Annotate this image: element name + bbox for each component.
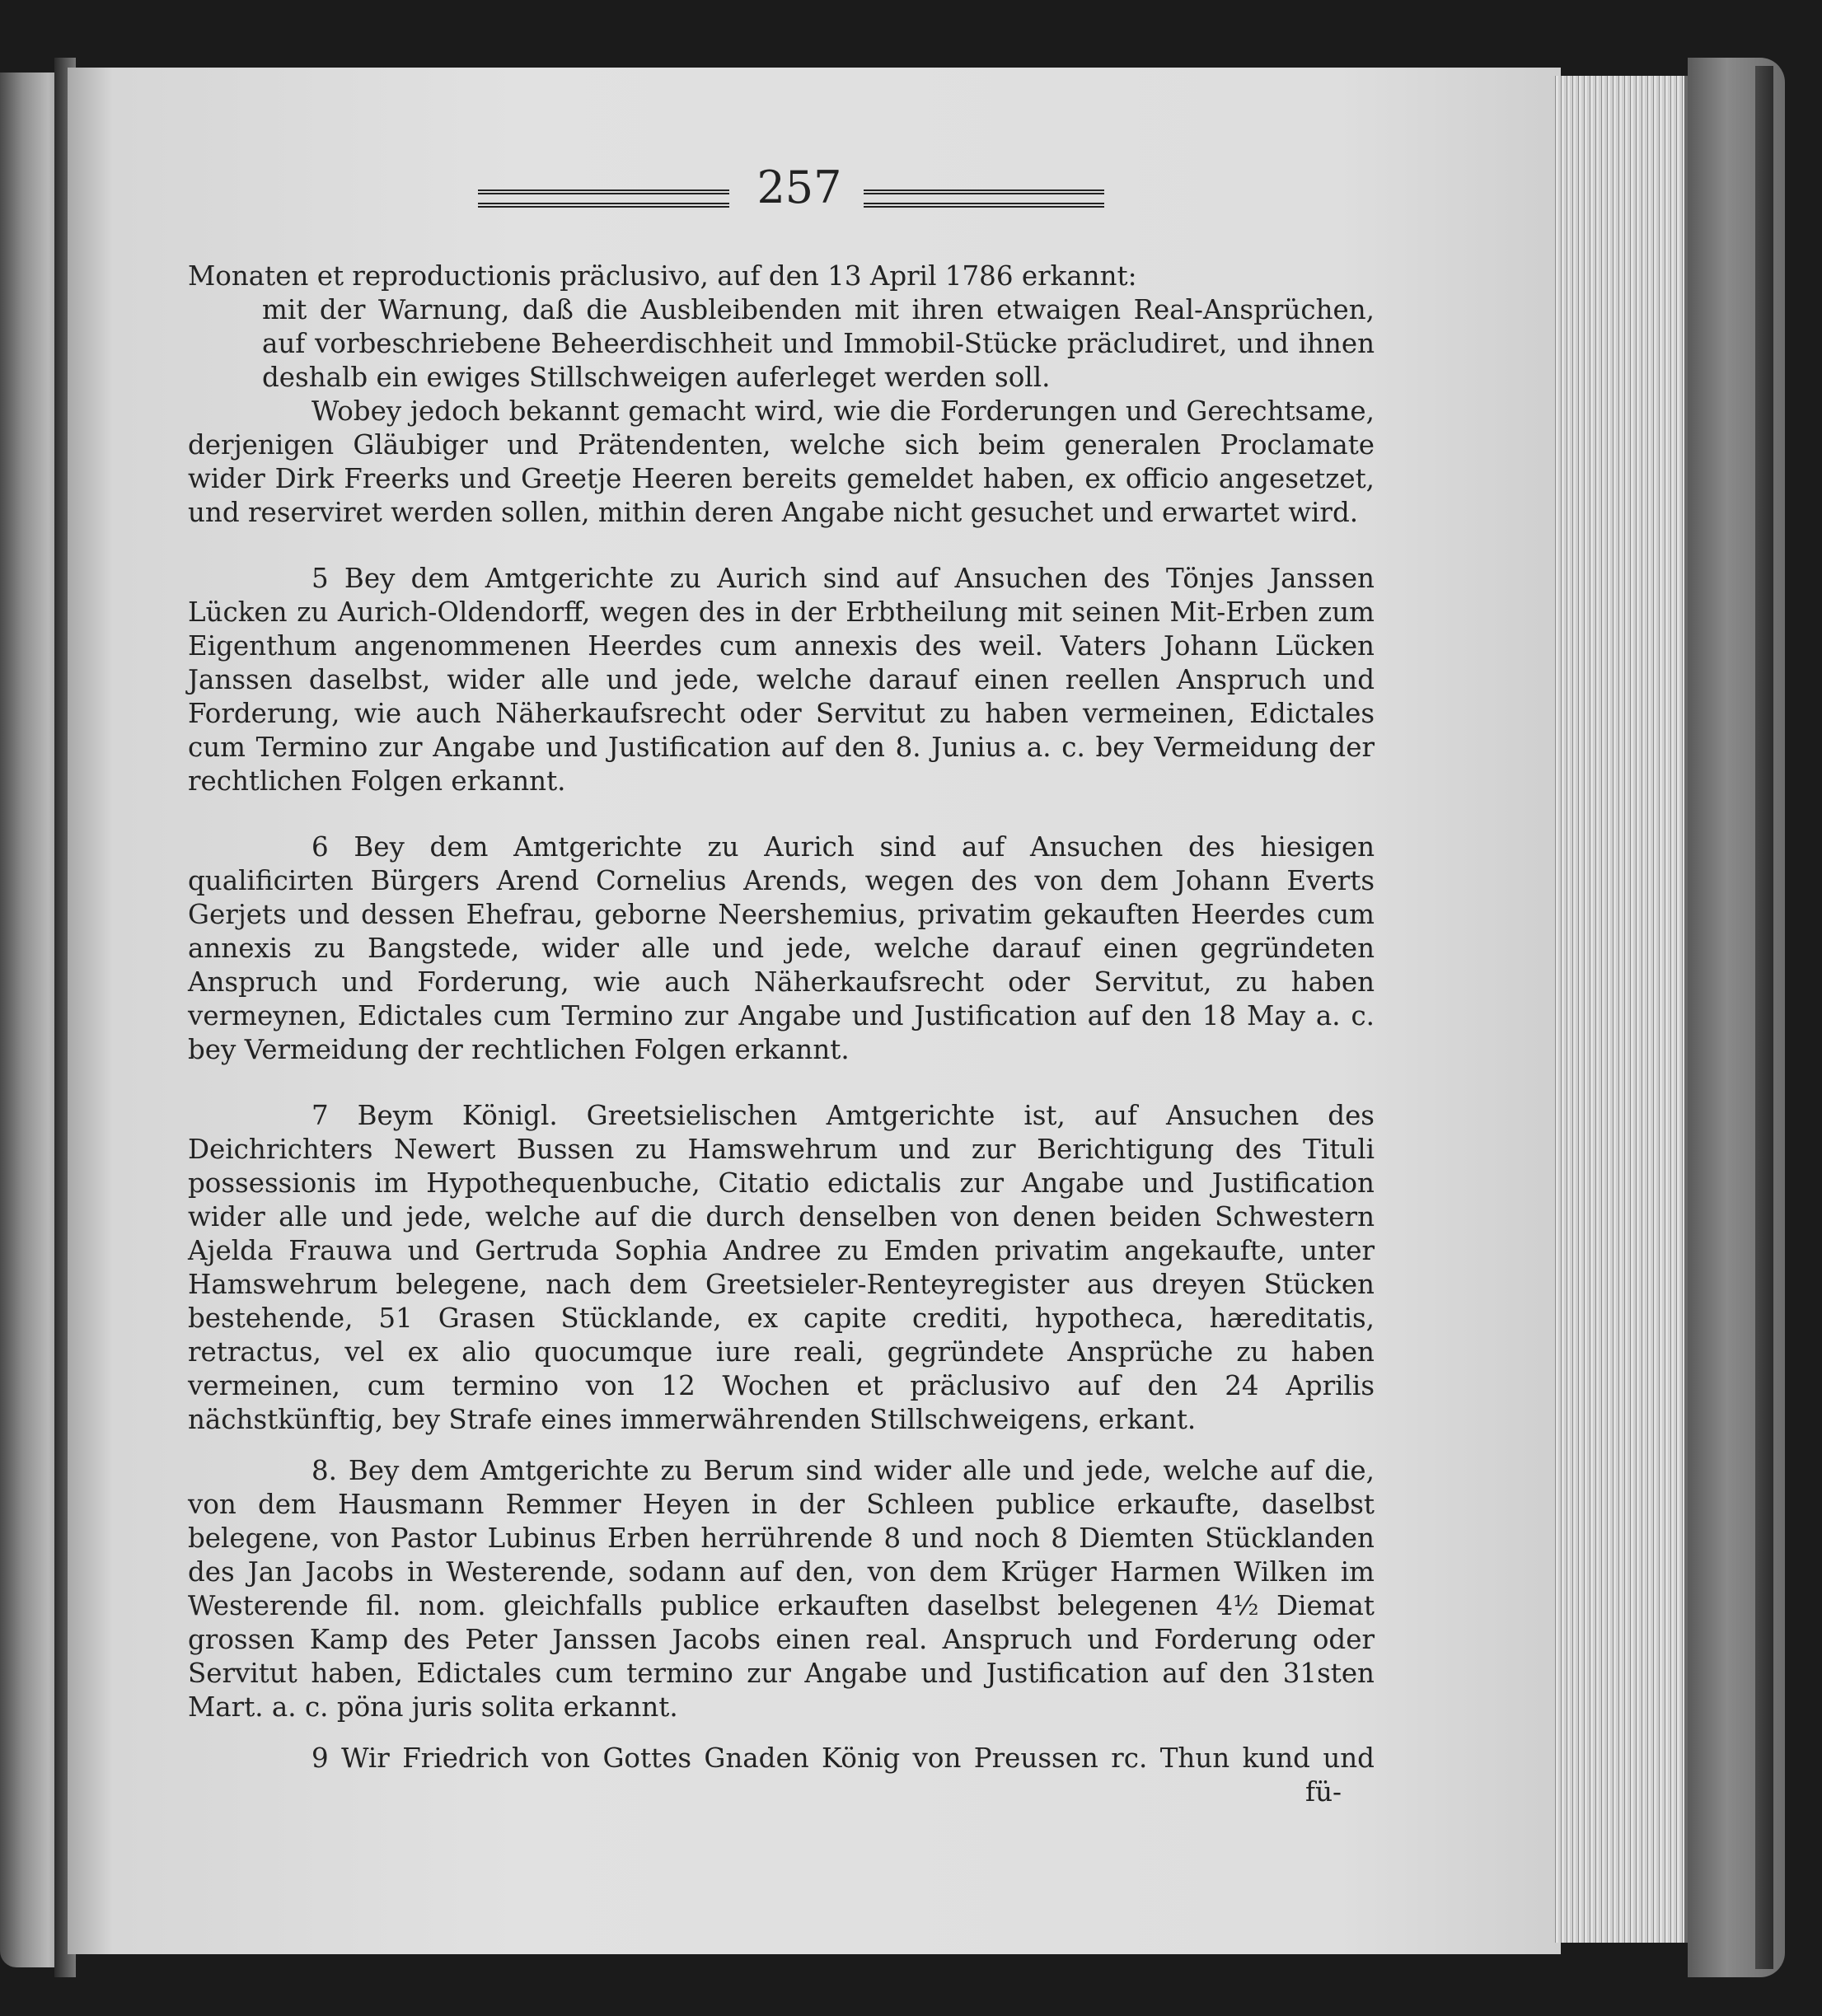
paragraph-5: 5 Bey dem Amtgerichte zu Aurich sind auf Ansuchen des Tönjes Janssen Lücken zu Aurich-Oldendorff, wegen des in der Erbtheilung mit seinen Mit-Erben zum Eigenthum angenommenen Heerdes cum annexis des weil. Vaters Johann Lücken Janssen daselbst, wider alle und jede, welche darauf einen reellen Anspruch und Forderung, wie auch Näherkaufsrecht oder Servitut zu haben vermeinen, Edictales cum Termino zur Angabe und Justification auf den 8. Junius a. c. bey Vermeidung der rechtlichen Folgen erkannt. <box>188 563 1375 797</box>
paragraph-6: 6 Bey dem Amtgerichte zu Aurich sind auf Ansuchen des hiesigen qualificirten Bürgers Arend Cornelius Arends, wegen des von dem Johann Everts Gerjets und dessen Ehefrau, geborne Neershemius, privatim gekauften Heerdes cum annexis zu Bangstede, wider alle und jede, welche darauf einen gegründeten Anspruch und Forderung, wie auch Näherkaufsrecht oder Servitut, zu haben vermeynen, Edictales cum Termino zur Angabe und Justification auf den 18 May a. c. bey Vermeidung der rechtlichen Folgen erkannt. <box>188 831 1375 1065</box>
paragraph-continuation: Monaten et reproductionis präclusivo, auf den 13 April 1786 erkannt: <box>188 260 1137 292</box>
paragraph-9: 9 Wir Friedrich von Gottes Gnaden König von Preussen rc. Thun kund und <box>311 1742 1375 1774</box>
page-body <box>188 260 1375 1809</box>
cover-edge <box>1755 66 1773 1969</box>
paragraph-note: Wobey jedoch bekannt gemacht wird, wie die Forderungen und Gerechtsame, derjenigen Gläubiger und Prätendenten, welche sich beim generalen Proclamate wider Dirk Freerks und Greetje Heeren bereits gemeldet haben, ex officio angesetzet, und reserviret werden sollen, mithin deren Angabe nicht gesuchet und erwartet wird. <box>188 395 1375 528</box>
paragraph-7: 7 Beym Königl. Greetsielischen Amtgerichte ist, auf Ansuchen des Deichrichters Newert Bussen zu Hamswehrum und zur Berichtigung des Tituli possessionis im Hypothequenbuche, Citatio edictalis zur Angabe und Justification wider alle und jede, welche auf die durch denselben von denen beiden Schwestern Ajelda Frauwa und Gertruda Sophia Andree zu Emden privatim angekaufte, unter Hamswehrum belegene, nach dem Greetsieler-Renteyregister aus dreyen Stücken bestehende, 51 Grasen Stücklande, ex capite crediti, hypotheca, hæreditatis, retractus, vel ex alio quocumque iure reali, gegründete Ansprüche zu haben vermeinen, cum termino von 12 Wochen et präclusivo auf den 24 Aprilis nächstkünftig, bey Strafe eines immerwährenden Stillschweigens, erkant. <box>188 1100 1375 1435</box>
header-rule-right <box>864 189 1104 208</box>
page-header <box>461 161 1104 229</box>
header-rule-left <box>478 189 729 208</box>
paragraph-warning: mit der Warnung, daß die Ausbleibenden mit ihren etwaigen Real-Ansprüchen, auf vorbeschriebene Beheerdischheit und Immobil-Stücke präcludiret, und ihnen deshalb ein ewiges Stillschweigen auferleget werden soll. <box>262 294 1375 393</box>
paragraph-8: 8. Bey dem Amtgerichte zu Berum sind wider alle und jede, welche auf die, von dem Hausmann Remmer Heyen in der Schleen publice erkaufte, daselbst belegene, von Pastor Lubinus Erben herrührende 8 und noch 8 Diemten Stücklanden des Jan Jacobs in Westerende, sodann auf den, von dem Krüger Harmen Wilken im Westerende fil. nom. gleichfalls publice erkauften daselbst belegenen 4½ Diemat grossen Kamp des Peter Janssen Jacobs einen real. Anspruch und Forderung oder Servitut haben, Edictales cum termino zur Angabe und Justification auf den 31sten Mart. a. c. pöna juris solita erkannt. <box>188 1455 1375 1723</box>
catchword: fü- <box>1305 1776 1342 1808</box>
page-edges <box>1553 76 1689 1943</box>
page-number: 257 <box>756 161 842 213</box>
